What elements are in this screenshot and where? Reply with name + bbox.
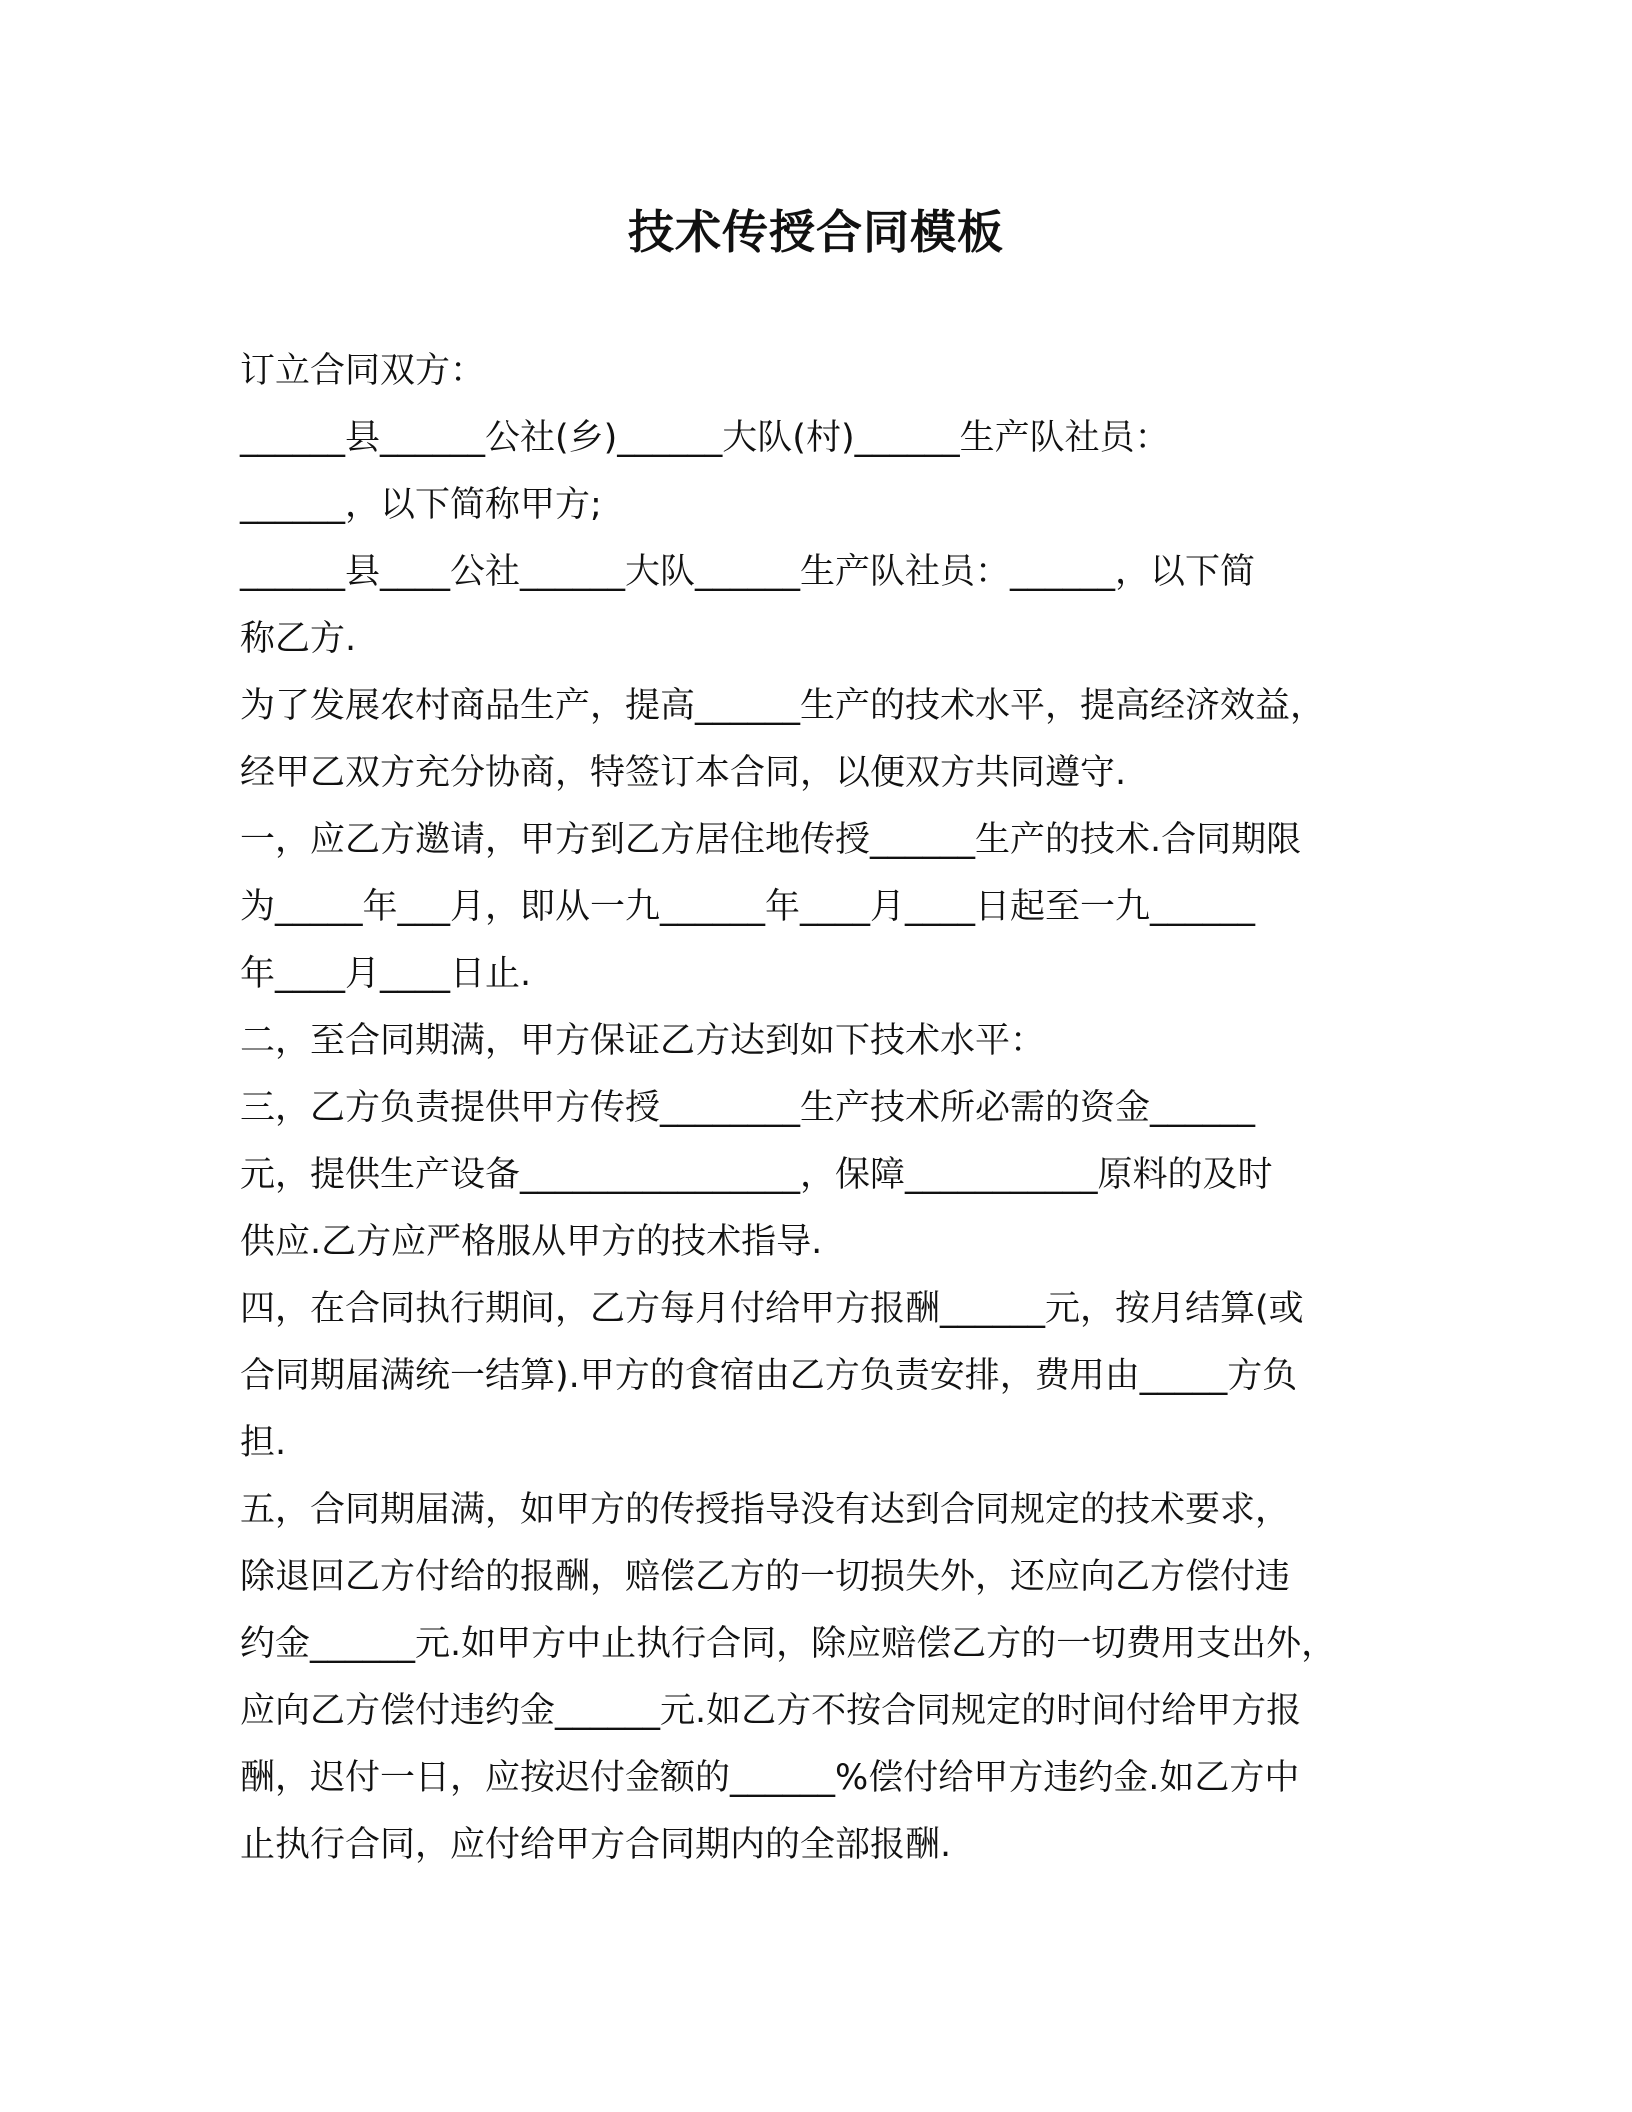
text-line: 应向乙方偿付违约金______元.如乙方不按合同规定的时间付给甲方报 bbox=[240, 1691, 1302, 1731]
text-line: 订立合同双方： bbox=[240, 351, 486, 391]
text-line: 年____月____日止. bbox=[240, 954, 532, 994]
document-title: 技术传授合同模板 bbox=[628, 205, 1004, 259]
text-line: 称乙方. bbox=[240, 619, 357, 659]
text-line: ______，以下简称甲方; bbox=[240, 485, 602, 525]
text-line: 为_____年___月，即从一九______年____月____日起至一九______ bbox=[240, 887, 1256, 927]
text-line: 除退回乙方付给的报酬，赔偿乙方的一切损失外，还应向乙方偿付违 bbox=[240, 1557, 1291, 1597]
text-line: 二，至合同期满，甲方保证乙方达到如下技术水平： bbox=[240, 1021, 1046, 1061]
text-line: 元，提供生产设备________________，保障___________原料的及时 bbox=[240, 1155, 1273, 1195]
text-line: 五，合同期届满，如甲方的传授指导没有达到合同规定的技术要求， bbox=[240, 1490, 1291, 1530]
text-line: ______县______公社(乡)______大队(村)______生产队社员： bbox=[240, 418, 1170, 458]
text-line: 约金______元.如甲方中止执行合同，除应赔偿乙方的一切费用支出外， bbox=[240, 1624, 1337, 1664]
text-line: 供应.乙方应严格服从甲方的技术指导. bbox=[240, 1222, 823, 1262]
text-line: 酬，迟付一日，应按迟付金额的______%偿付给甲方违约金.如乙方中 bbox=[240, 1758, 1300, 1798]
text-line: 一，应乙方邀请，甲方到乙方居住地传授______生产的技术.合同期限 bbox=[240, 820, 1302, 860]
text-line: ______县____公社______大队______生产队社员：______，以下简 bbox=[240, 552, 1256, 592]
text-line: 合同期届满统一结算).甲方的食宿由乙方负责安排，费用由_____方负 bbox=[240, 1356, 1298, 1396]
text-line: 为了发展农村商品生产，提高______生产的技术水平，提高经济效益， bbox=[240, 686, 1326, 726]
text-line: 担. bbox=[240, 1423, 287, 1463]
text-line: 经甲乙双方充分协商，特签订本合同，以便双方共同遵守. bbox=[240, 753, 1127, 793]
text-line: 三，乙方负责提供甲方传授________生产技术所必需的资金______ bbox=[240, 1088, 1256, 1128]
document-body bbox=[240, 338, 1420, 1879]
text-line: 止执行合同，应付给甲方合同期内的全部报酬. bbox=[240, 1825, 952, 1865]
text-line: 四，在合同执行期间，乙方每月付给甲方报酬______元，按月结算(或 bbox=[240, 1289, 1304, 1329]
